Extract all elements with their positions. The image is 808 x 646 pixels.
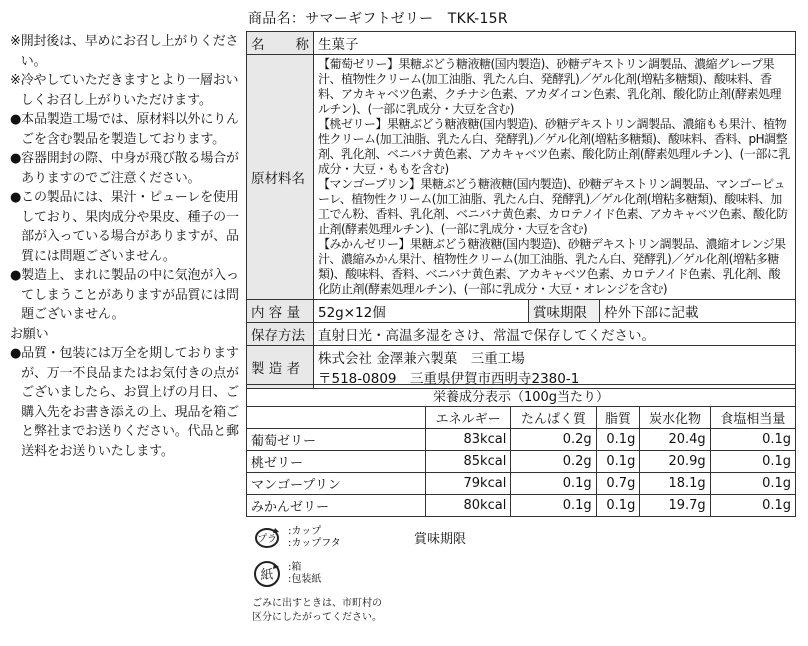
pla-item: :カップフタ	[288, 538, 341, 549]
spec-row-name	[247, 32, 796, 55]
storage-label: 保存方法	[247, 323, 314, 346]
ingredients-mango: 【マンゴープリン】果糖ぶどう糖液糖(国内製造)、砂糖デキストリン調製品、マンゴーピューレ、植物性クリーム(加工油脂、乳たん白、発酵乳)／ゲル化剤(増粘多糖類)、酸味料、加工でん粉、香料、乳化剤、ベニバナ黄色素、カロテノイド色素、アカキャベツ色素、酸化防止剤(酵素処理ルチン)、(一部に乳成分・大豆を含む)	[318, 177, 788, 236]
nutrition-header: 炭水化物	[640, 407, 710, 429]
name-label: 名 称	[247, 32, 314, 55]
request-heading: お願い	[10, 326, 49, 342]
note-item: ● 品質・包装には万全を期しておりますが、万一不良品またはお気付きの点がございましたら、お買上げの月日、ご購入先をお書き添えの上、現品を箱ご と弊社までお送りください。代品と郵送料をお送りいたします。	[10, 346, 239, 459]
pla-item: :カップ	[288, 526, 322, 537]
ingredients-peach: 【桃ゼリー】果糖ぶどう糖液糖(国内製造)、砂糖デキストリン調製品、濃縮もも果汁、植物性クリーム(加工油脂、乳たん白、発酵乳)／ゲル化剤(増粘多糖類)、酸味料、香料、pH調整剤、乳化剤、ベニバナ黄色素、アカキャベツ色素、酸化防止剤(酵素処理ルチン)、(一部に乳成分・大豆・ももを含む)	[318, 117, 790, 176]
ingredients-mikan: 【みかんゼリー】果糖ぶどう糖液糖(国内製造)、砂糖デキストリン調製品、濃縮オレンジ果汁、濃縮みかん果汁、植物性クリーム(加工油脂、乳たん白、発酵乳)／ゲル化剤(増粘多糖類)、酸味料、香料、ベニバナ黄色素、アカキャベツ色素、カロテノイド色素、乳化剤、酸化防止剤(酵素処理ルチン)、(一部に乳成分・大豆・オレンジを含む)	[318, 237, 786, 296]
nutrition-cell: 20.9g	[640, 451, 710, 473]
nutrition-cell: 0.1g	[511, 495, 596, 517]
pla-recycle-icon	[252, 525, 282, 551]
product-spec-table	[246, 31, 796, 389]
notes-column	[10, 32, 242, 461]
nutrition-cell: 0.1g	[710, 429, 795, 451]
nutrition-cell: 85kcal	[426, 451, 511, 473]
pla-mark-text: プラ	[257, 534, 277, 545]
nutrition-cell: 80kcal	[426, 495, 511, 517]
paper-mark-text: 紙	[260, 568, 274, 583]
spec-row-storage	[247, 323, 796, 346]
nutrition-row-name: マンゴープリン	[247, 473, 426, 495]
storage-value: 直射日光・高温多湿をさけ、常温で保存してください。	[314, 323, 796, 346]
nutrition-row-name: みかんゼリー	[247, 495, 426, 517]
nutrition-cell: 0.1g	[511, 473, 596, 495]
paper-recycle-row	[252, 559, 452, 589]
nutrition-header: たんぱく質	[511, 407, 596, 429]
nutrition-header: エネルギー	[426, 407, 511, 429]
disposal-note: ごみに出すときは、市町村の 区分にしたがってください。	[252, 598, 382, 623]
note-item: ● 製造上、まれに製品の中に気泡が入ってしまうことがありますが品質には問題ございません。	[10, 268, 239, 322]
paper-recycle-icon	[252, 559, 282, 589]
product-header: 商品名：サマーギフトゼリー TKK-15R	[248, 11, 508, 27]
paper-item: :箱	[288, 562, 302, 573]
ingredients-label: 原材料名	[247, 55, 314, 300]
nutrition-cell: 0.1g	[596, 495, 640, 517]
nutrition-cell: 0.1g	[710, 451, 795, 473]
maker-address: 〒518-0809 三重県伊賀市西明寺2380-1	[318, 371, 580, 387]
name-value: 生菓子	[314, 32, 796, 55]
nutrition-cell: 19.7g	[640, 495, 710, 517]
spec-row-content	[247, 300, 796, 323]
nutrition-row	[247, 473, 796, 495]
nutrition-cell: 0.2g	[511, 429, 596, 451]
spec-row-ingredients	[247, 55, 796, 300]
expiry-label: 賞味期限	[529, 300, 600, 323]
expiry-value: 枠外下部に記載	[600, 300, 796, 323]
maker-label: 製 造 者	[247, 346, 314, 389]
nutrition-row	[247, 495, 796, 517]
note-item: ※ 冷やしていただきますとより一層おいしくお召し上がりいただけます。	[10, 73, 239, 108]
nutrition-cell: 0.7g	[596, 473, 640, 495]
best-before-label: 賞味期限	[414, 532, 467, 547]
nutrition-header-blank	[247, 407, 426, 429]
nutrition-cell: 18.1g	[640, 473, 710, 495]
nutrition-cell: 83kcal	[426, 429, 511, 451]
nutrition-row-name: 桃ゼリー	[247, 451, 426, 473]
nutrition-table	[246, 384, 796, 517]
nutrition-cell: 0.1g	[596, 451, 640, 473]
ingredients-grape: 【葡萄ゼリー】果糖ぶどう糖液糖(国内製造)、砂糖デキストリン調製品、濃縮グレープ果汁、植物性クリーム(加工油脂、乳たん白、発酵乳)／ゲル化剤(増粘多糖類)、酸味料、香料、アカキャベツ色素、クチナシ色素、アカダイコン色素、乳化剤、酸化防止剤(酵素処理ルチン)、(一部に乳成分・大豆を含む)	[318, 57, 781, 116]
note-item: ※ 開封後は、早めにお召し上がりください。	[10, 34, 239, 69]
maker-name: 株式会社 金澤兼六製菓 三重工場	[318, 351, 525, 367]
note-item: ● この製品には、果汁・ピューレを使用しており、果肉成分や果皮、種子の一部が入っている場合がありますが、品質には問題ございません。	[10, 190, 239, 264]
nutrition-header: 食塩相当量	[710, 407, 795, 429]
nutrition-header-row	[247, 407, 796, 429]
nutrition-cell: 20.4g	[640, 429, 710, 451]
nutrition-cell: 0.1g	[596, 429, 640, 451]
spec-row-maker	[247, 346, 796, 389]
nutrition-cell: 0.1g	[710, 473, 795, 495]
nutrition-cell: 0.2g	[511, 451, 596, 473]
nutrition-row	[247, 451, 796, 473]
nutrition-title: 栄養成分表示（100g当たり）	[247, 385, 796, 407]
paper-item: :包装紙	[288, 574, 322, 585]
nutrition-cell: 0.1g	[710, 495, 795, 517]
nutrition-row	[247, 429, 796, 451]
nutrition-cell: 79kcal	[426, 473, 511, 495]
maker-value	[314, 346, 796, 389]
content-value: 52g×12個	[314, 300, 529, 323]
nutrition-title-row	[247, 385, 796, 407]
nutrition-row-name: 葡萄ゼリー	[247, 429, 426, 451]
ingredients-value	[314, 55, 796, 300]
nutrition-header: 脂質	[596, 407, 640, 429]
content-label: 内 容 量	[247, 300, 314, 323]
note-item: ● 本品製造工場では、原材料以外にりんごを含む製品を製造しております。	[10, 112, 239, 147]
note-item: ● 容器開封の際、中身が飛び散る場合がありますのでご注意ください。	[10, 151, 239, 186]
